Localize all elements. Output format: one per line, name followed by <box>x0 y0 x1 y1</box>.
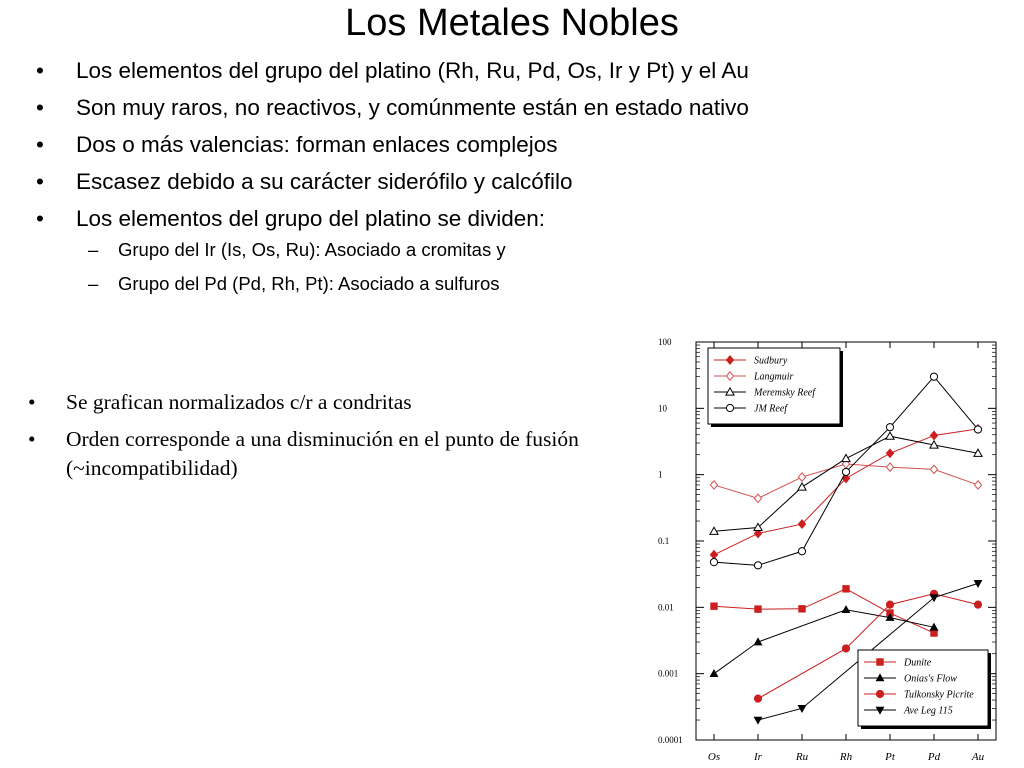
point-meremsky-reef <box>842 454 850 461</box>
y-tick-label: 0.1 <box>658 536 670 546</box>
point-tulkonsky-picrite <box>754 695 761 702</box>
bullet-pgm-elements <box>36 56 916 85</box>
point-langmuir <box>798 473 805 481</box>
bullet-valences <box>36 130 916 159</box>
point-onias-s-flow <box>710 670 717 676</box>
y-tick-label: 0.001 <box>658 668 679 679</box>
point-meremsky-reef <box>798 483 806 490</box>
point-sudbury <box>930 431 937 439</box>
point-meremsky-reef <box>886 432 894 439</box>
legend-label-jm-reef: JM Reef <box>754 403 788 415</box>
legend-marker-dunite <box>877 659 883 665</box>
sub-bullet-pd-group <box>76 271 916 297</box>
point-onias-s-flow <box>842 606 849 612</box>
bullet-dot: • <box>36 132 44 157</box>
sub-bullet-text: Grupo del Pd (Pd, Rh, Pt): Asociado a sulfuros <box>118 273 500 294</box>
point-tulkonsky-picrite <box>886 601 893 608</box>
y-tick-label: 100 <box>658 337 672 347</box>
bullet-order <box>28 425 648 483</box>
point-jm-reef <box>886 424 893 431</box>
x-tick-label: Au <box>971 751 985 763</box>
point-dunite <box>843 586 849 592</box>
bullet-scarcity <box>36 167 916 196</box>
bullet-text: Orden corresponde a una disminución en el punto de fusión (~incompatibilidad) <box>66 427 579 480</box>
y-tick-label: 10 <box>658 403 667 414</box>
x-tick-label: Pd <box>927 751 941 763</box>
point-langmuir <box>974 481 981 489</box>
pge-chart-svg <box>650 334 1006 768</box>
point-tulkonsky-picrite <box>842 645 849 652</box>
bullet-text: Los elementos del grupo del platino se dividen: <box>76 206 546 231</box>
bullet-normalized <box>28 388 648 417</box>
legend-label-meremsky-reef: Meremsky Reef <box>754 387 815 399</box>
bullet-text: Escasez debido a su carácter siderófilo y calcófilo <box>76 169 573 194</box>
series-line-meremsky-reef <box>714 436 978 531</box>
x-tick-label: Rh <box>839 751 853 763</box>
point-jm-reef <box>710 559 717 566</box>
point-langmuir <box>710 481 717 489</box>
bullet-dot: • <box>28 390 36 414</box>
series-line-dunite <box>714 589 934 633</box>
x-tick-label: Ru <box>795 751 809 763</box>
y-tick-label: 0.01 <box>658 602 674 613</box>
point-dunite <box>711 603 717 609</box>
bullet-dot: • <box>28 427 36 451</box>
legend-label-dunite: Dunite <box>904 657 932 669</box>
point-langmuir <box>930 465 937 473</box>
legend-label-ave-leg-115: Ave Leg 115 <box>904 705 953 717</box>
sub-bullet-text: Grupo del Ir (Is, Os, Ru): Asociado a cromitas y <box>118 239 506 260</box>
point-jm-reef <box>754 562 761 569</box>
bullet-text: Los elementos del grupo del platino (Rh, Ru, Pd, Os, Ir y Pt) y el Au <box>76 58 749 83</box>
y-tick-label: 1 <box>658 469 663 480</box>
pge-chart <box>650 334 1006 768</box>
sub-bullet-list <box>76 237 916 297</box>
sub-bullet-dash: – <box>88 273 99 294</box>
legend-marker-jm-reef <box>726 404 733 411</box>
point-jm-reef <box>974 426 981 433</box>
point-langmuir <box>754 494 761 502</box>
bullet-text: Dos o más valencias: forman enlaces complejos <box>76 132 558 157</box>
bullet-text: Son muy raros, no reactivos, y comúnmente están en estado nativo <box>76 95 749 120</box>
bullet-rare <box>36 93 916 122</box>
point-sudbury <box>710 551 717 559</box>
point-ave-leg-115 <box>754 717 761 723</box>
point-jm-reef <box>798 548 805 555</box>
sub-bullet-ir-group <box>76 237 916 263</box>
legend-label-langmuir: Langmuir <box>754 371 794 383</box>
legend-label-tulkonsky-picrite: Tulkonsky Picrite <box>904 689 974 701</box>
bullet-dot: • <box>36 95 44 120</box>
point-dunite <box>799 606 805 612</box>
point-dunite <box>755 606 761 612</box>
point-jm-reef <box>842 468 849 475</box>
bullet-dot: • <box>36 206 44 231</box>
serif-bullet-list <box>28 388 648 491</box>
point-dunite <box>931 630 937 636</box>
point-tulkonsky-picrite <box>974 601 981 608</box>
x-tick-label: Pt <box>885 751 895 763</box>
point-sudbury <box>886 449 893 457</box>
slide-title: Los Metales Nobles <box>345 2 679 44</box>
bullet-dot: • <box>36 58 44 83</box>
legend-marker-tulkonsky-picrite <box>876 690 883 697</box>
main-bullet-list <box>36 56 916 305</box>
bullet-text: Se grafican normalizados c/r a condritas <box>66 390 412 414</box>
x-tick-label: Ir <box>754 751 762 763</box>
bullet-division <box>36 204 916 297</box>
bullet-dot: • <box>36 169 44 194</box>
x-tick-label: Os <box>707 751 721 763</box>
y-tick-label: 0.0001 <box>658 735 683 745</box>
legend-label-onias-s-flow: Onias's Flow <box>904 673 957 685</box>
point-langmuir <box>886 463 893 471</box>
sub-bullet-dash: – <box>88 239 99 260</box>
legend-label-sudbury: Sudbury <box>754 355 788 367</box>
point-jm-reef <box>930 373 937 380</box>
